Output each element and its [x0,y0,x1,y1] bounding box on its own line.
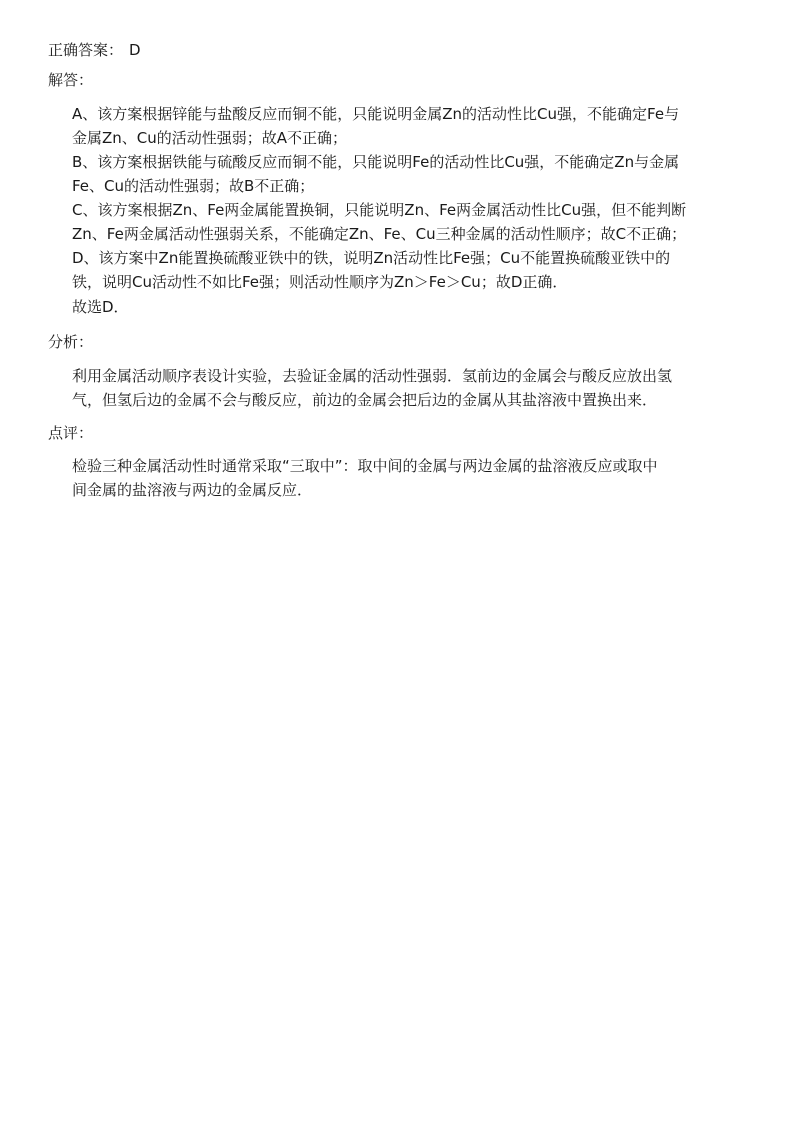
solution-line-3: B、该方案根据铁能与硫酸反应而铜不能，只能说明Fe的活动性比Cu强，不能确定Zn与金属 [72,153,680,171]
solution-line-6: Zn、Fe两金属活动性强弱关系，不能确定Zn、Fe、Cu三种金属的活动性顺序；故C不正确； [72,225,687,243]
answer-row [48,40,141,60]
solution-label: 解答： [48,71,94,89]
solution-line-7: D、该方案中Zn能置换硫酸亚铁中的铁，说明Zn活动性比Fe强；Cu不能置换硫酸亚铁中的 [72,249,671,267]
solution-line-8: 铁，说明Cu活动性不如比Fe强；则活动性顺序为Zn＞Fe＞Cu；故D正确． [72,273,568,291]
answer-label: 正确答案： [48,41,124,59]
answer-value: D [129,41,141,59]
analysis-label: 分析： [48,333,94,351]
solution-line-1: A、该方案根据锌能与盐酸反应而铜不能，只能说明金属Zn的活动性比Cu强，不能确定Fe与 [72,105,680,123]
solution-line-4: Fe、Cu的活动性强弱；故B不正确； [72,177,315,195]
comment-line-2: 间金属的盐溶液与两边的金属反应． [72,481,313,499]
solution-line-2: 金属Zn、Cu的活动性强弱；故A不正确； [72,129,348,147]
comment-label: 点评： [48,424,94,442]
solution-conclusion: 故选D． [72,298,129,316]
solution-line-5: C、该方案根据Zn、Fe两金属能置换铜，只能说明Zn、Fe两金属活动性比Cu强，但不能判断 [72,201,687,219]
comment-line-1: 检验三种金属活动性时通常采取“三取中”：取中间的金属与两边金属的盐溶液反应或取中 [72,457,658,475]
analysis-line-1: 利用金属活动顺序表设计实验，去验证金属的活动性强弱．氢前边的金属会与酸反应放出氢 [72,367,673,385]
analysis-line-2: 气，但氢后边的金属不会与酸反应，前边的金属会把后边的金属从其盐溶液中置换出来． [72,391,658,409]
